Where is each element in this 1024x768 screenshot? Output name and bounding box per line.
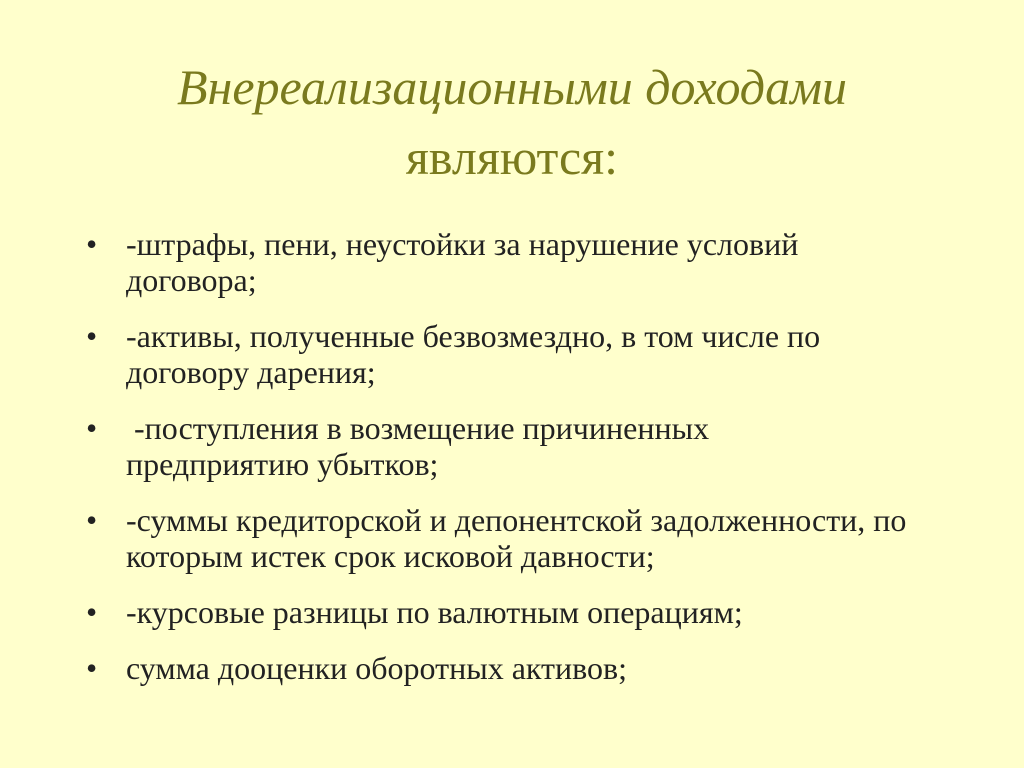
list-item xyxy=(80,650,980,686)
list-item xyxy=(80,410,980,482)
bullet-icon: • xyxy=(86,318,98,354)
bullet-icon: • xyxy=(86,226,98,262)
title-line-2: являются: xyxy=(405,129,619,185)
list-item-text: -суммы кредиторской и депонентской задолженности, по которым истек срок исковой давности; xyxy=(126,502,907,574)
bullet-icon: • xyxy=(86,650,98,686)
bullet-list xyxy=(80,226,980,706)
list-item-text: -поступления в возмещение причиненных предприятию убытков; xyxy=(126,410,718,482)
list-item-text: сумма дооценки оборотных активов; xyxy=(126,650,628,686)
bullet-icon: • xyxy=(86,502,98,538)
list-item xyxy=(80,226,980,298)
bullet-icon: • xyxy=(86,410,98,446)
list-item-text: -штрафы, пени, неустойки за нарушение условий договора; xyxy=(126,226,799,298)
bullet-icon: • xyxy=(86,594,98,630)
slide-title xyxy=(60,52,964,192)
title-line-1: Внереализационными доходами xyxy=(176,59,848,115)
list-item xyxy=(80,318,980,390)
list-item xyxy=(80,502,980,574)
list-item-text: -курсовые разницы по валютным операциям; xyxy=(126,594,743,630)
list-item xyxy=(80,594,980,630)
list-item-text: -активы, полученные безвозмездно, в том числе по договору дарения; xyxy=(126,318,821,390)
